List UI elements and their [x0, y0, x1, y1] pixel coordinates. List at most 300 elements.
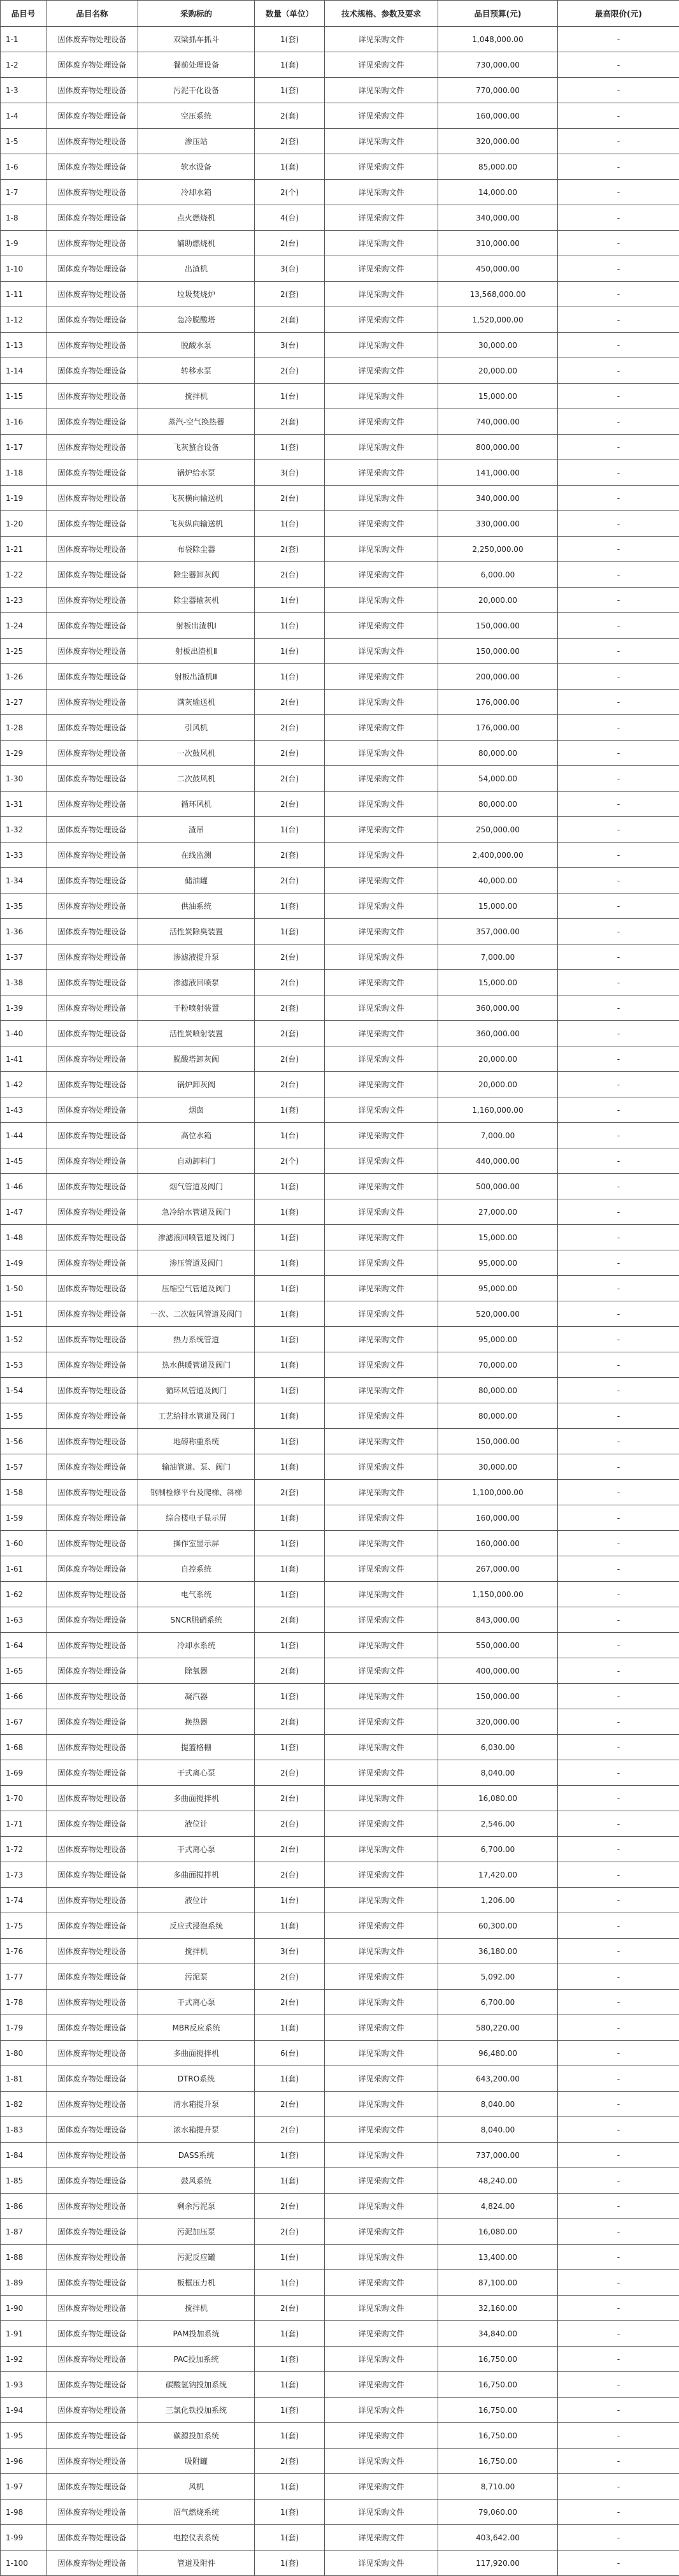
cell-item-no: 1-96: [1, 2449, 46, 2474]
cell-quantity: 1(套): [255, 2474, 325, 2500]
cell-item-no: 1-47: [1, 1199, 46, 1225]
cell-quantity: 1(套): [255, 2551, 325, 2576]
cell-item-no: 1-43: [1, 1097, 46, 1123]
cell-spec: 详见采购文件: [325, 868, 438, 894]
cell-max-price: -: [558, 1888, 679, 1913]
cell-item-name: 固体废弃物处理设备: [46, 1964, 138, 1990]
cell-procurement-target: 活性炭喷射装置: [138, 1021, 255, 1046]
cell-item-name: 固体废弃物处理设备: [46, 1505, 138, 1531]
cell-max-price: -: [558, 2321, 679, 2347]
table-row: [1, 970, 679, 995]
cell-spec: 详见采购文件: [325, 2398, 438, 2423]
table-row: [1, 2500, 679, 2525]
cell-item-no: 1-3: [1, 78, 46, 103]
cell-procurement-target: 渗滤液回喷泵: [138, 970, 255, 995]
cell-budget: 320,000.00: [438, 129, 558, 154]
cell-budget: 160,000.00: [438, 1505, 558, 1531]
cell-max-price: -: [558, 52, 679, 78]
cell-spec: 详见采购文件: [325, 1531, 438, 1556]
cell-procurement-target: 点火燃烧机: [138, 205, 255, 231]
cell-quantity: 2(台): [255, 1862, 325, 1888]
cell-item-no: 1-1: [1, 27, 46, 52]
cell-procurement-target: 冷却水系统: [138, 1633, 255, 1658]
cell-procurement-target: 综合楼电子显示屏: [138, 1505, 255, 1531]
cell-procurement-target: 高位水箱: [138, 1123, 255, 1148]
cell-max-price: -: [558, 919, 679, 944]
cell-budget: 6,700.00: [438, 1990, 558, 2015]
cell-max-price: -: [558, 1021, 679, 1046]
cell-procurement-target: 循环风管道及阀门: [138, 1378, 255, 1403]
cell-spec: 详见采购文件: [325, 409, 438, 435]
cell-procurement-target: 浓水箱提升泵: [138, 2117, 255, 2143]
cell-item-no: 1-67: [1, 1709, 46, 1735]
cell-procurement-target: 射板出渣机Ⅲ: [138, 664, 255, 690]
table-row: [1, 333, 679, 358]
cell-procurement-target: 蒸汽-空气换热器: [138, 409, 255, 435]
table-row: [1, 1403, 679, 1429]
cell-procurement-target: 污泥干化设备: [138, 78, 255, 103]
cell-max-price: -: [558, 1837, 679, 1862]
cell-item-name: 固体废弃物处理设备: [46, 1021, 138, 1046]
cell-budget: 843,000.00: [438, 1607, 558, 1633]
cell-item-name: 固体废弃物处理设备: [46, 2219, 138, 2245]
cell-max-price: -: [558, 1276, 679, 1301]
cell-spec: 详见采购文件: [325, 1582, 438, 1607]
table-row: [1, 1837, 679, 1862]
cell-item-name: 固体废弃物处理设备: [46, 2296, 138, 2321]
table-row: [1, 1276, 679, 1301]
cell-procurement-target: 搅拌机: [138, 1939, 255, 1964]
cell-quantity: 1(套): [255, 2525, 325, 2551]
cell-max-price: -: [558, 1735, 679, 1760]
cell-item-no: 1-28: [1, 715, 46, 741]
cell-item-no: 1-93: [1, 2372, 46, 2398]
cell-procurement-target: 换热器: [138, 1709, 255, 1735]
cell-item-no: 1-71: [1, 1811, 46, 1837]
cell-item-name: 固体废弃物处理设备: [46, 792, 138, 817]
cell-procurement-target: 锅炉给水泵: [138, 460, 255, 486]
cell-quantity: 2(台): [255, 1046, 325, 1072]
table-row: [1, 715, 679, 741]
cell-item-name: 固体废弃物处理设备: [46, 2143, 138, 2168]
cell-max-price: -: [558, 78, 679, 103]
cell-item-name: 固体废弃物处理设备: [46, 511, 138, 537]
cell-spec: 详见采购文件: [325, 1990, 438, 2015]
table-row: [1, 2245, 679, 2270]
cell-spec: 详见采购文件: [325, 2168, 438, 2194]
cell-item-no: 1-85: [1, 2168, 46, 2194]
cell-max-price: -: [558, 1454, 679, 1480]
cell-max-price: -: [558, 2219, 679, 2245]
cell-quantity: 1(套): [255, 1735, 325, 1760]
cell-quantity: 1(套): [255, 27, 325, 52]
cell-spec: 详见采购文件: [325, 1021, 438, 1046]
cell-item-name: 固体废弃物处理设备: [46, 2245, 138, 2270]
table-row: [1, 1607, 679, 1633]
cell-item-name: 固体废弃物处理设备: [46, 1072, 138, 1097]
cell-item-no: 1-95: [1, 2423, 46, 2449]
table-row: [1, 843, 679, 868]
cell-max-price: -: [558, 1633, 679, 1658]
cell-budget: 16,750.00: [438, 2449, 558, 2474]
cell-spec: 详见采购文件: [325, 1378, 438, 1403]
cell-procurement-target: 飞灰横向输送机: [138, 486, 255, 511]
cell-item-name: 固体废弃物处理设备: [46, 741, 138, 766]
table-row: [1, 664, 679, 690]
cell-spec: 详见采购文件: [325, 511, 438, 537]
cell-quantity: 1(套): [255, 1429, 325, 1454]
cell-max-price: -: [558, 2143, 679, 2168]
cell-item-name: 固体废弃物处理设备: [46, 154, 138, 180]
cell-procurement-target: 飞灰纵向输送机: [138, 511, 255, 537]
table-row: [1, 1199, 679, 1225]
cell-item-name: 固体废弃物处理设备: [46, 1454, 138, 1480]
cell-budget: 150,000.00: [438, 613, 558, 639]
cell-quantity: 1(套): [255, 1352, 325, 1378]
cell-quantity: 2(套): [255, 2449, 325, 2474]
cell-quantity: 2(台): [255, 766, 325, 792]
cell-item-no: 1-79: [1, 2015, 46, 2041]
cell-spec: 详见采购文件: [325, 944, 438, 970]
cell-item-name: 固体废弃物处理设备: [46, 562, 138, 588]
cell-item-no: 1-32: [1, 817, 46, 843]
cell-spec: 详见采购文件: [325, 2449, 438, 2474]
cell-item-no: 1-12: [1, 307, 46, 333]
cell-spec: 详见采购文件: [325, 333, 438, 358]
cell-budget: 250,000.00: [438, 817, 558, 843]
cell-spec: 详见采购文件: [325, 2143, 438, 2168]
cell-item-no: 1-22: [1, 562, 46, 588]
table-row: [1, 1250, 679, 1276]
cell-budget: 95,000.00: [438, 1276, 558, 1301]
cell-procurement-target: 烟囱: [138, 1097, 255, 1123]
cell-procurement-target: 清水箱提升泵: [138, 2092, 255, 2117]
cell-quantity: 1(套): [255, 1174, 325, 1199]
cell-spec: 详见采购文件: [325, 103, 438, 129]
table-row: [1, 307, 679, 333]
cell-spec: 详见采购文件: [325, 1480, 438, 1505]
table-row: [1, 2194, 679, 2219]
cell-procurement-target: 风机: [138, 2474, 255, 2500]
table-row: [1, 2270, 679, 2296]
table-row: [1, 2398, 679, 2423]
cell-procurement-target: 鼓风系统: [138, 2168, 255, 2194]
cell-item-name: 固体废弃物处理设备: [46, 1046, 138, 1072]
cell-max-price: -: [558, 1531, 679, 1556]
cell-max-price: -: [558, 2194, 679, 2219]
cell-procurement-target: 管道及附件: [138, 2551, 255, 2576]
header-row: [1, 1, 679, 27]
table-row: [1, 2321, 679, 2347]
cell-procurement-target: 供油系统: [138, 894, 255, 919]
cell-quantity: 2(台): [255, 715, 325, 741]
cell-spec: 详见采购文件: [325, 843, 438, 868]
cell-spec: 详见采购文件: [325, 486, 438, 511]
cell-item-name: 固体废弃物处理设备: [46, 1888, 138, 1913]
cell-item-name: 固体废弃物处理设备: [46, 1174, 138, 1199]
cell-item-name: 固体废弃物处理设备: [46, 2270, 138, 2296]
cell-spec: 详见采购文件: [325, 154, 438, 180]
cell-budget: 141,000.00: [438, 460, 558, 486]
cell-budget: 80,000.00: [438, 792, 558, 817]
cell-budget: 117,920.00: [438, 2551, 558, 2576]
cell-procurement-target: 吸附罐: [138, 2449, 255, 2474]
cell-budget: 7,000.00: [438, 944, 558, 970]
cell-item-name: 固体废弃物处理设备: [46, 868, 138, 894]
cell-spec: 详见采购文件: [325, 1760, 438, 1786]
cell-quantity: 4(台): [255, 205, 325, 231]
cell-procurement-target: 餐前处理设备: [138, 52, 255, 78]
cell-spec: 详见采购文件: [325, 537, 438, 562]
cell-procurement-target: 干式离心泵: [138, 1760, 255, 1786]
cell-quantity: 1(套): [255, 2500, 325, 2525]
table-row: [1, 1021, 679, 1046]
cell-budget: 360,000.00: [438, 1021, 558, 1046]
cell-budget: 740,000.00: [438, 409, 558, 435]
cell-max-price: -: [558, 103, 679, 129]
cell-item-no: 1-36: [1, 919, 46, 944]
cell-item-name: 固体废弃物处理设备: [46, 919, 138, 944]
cell-quantity: 2(台): [255, 358, 325, 384]
cell-item-no: 1-34: [1, 868, 46, 894]
cell-spec: 详见采购文件: [325, 27, 438, 52]
table-row: [1, 282, 679, 307]
cell-max-price: -: [558, 27, 679, 52]
cell-item-name: 固体废弃物处理设备: [46, 970, 138, 995]
cell-item-name: 固体废弃物处理设备: [46, 2092, 138, 2117]
cell-quantity: 1(台): [255, 639, 325, 664]
cell-quantity: 1(套): [255, 1276, 325, 1301]
cell-item-name: 固体废弃物处理设备: [46, 1607, 138, 1633]
cell-item-no: 1-8: [1, 205, 46, 231]
table-row: [1, 1454, 679, 1480]
cell-spec: 详见采购文件: [325, 129, 438, 154]
cell-max-price: -: [558, 2245, 679, 2270]
cell-budget: 80,000.00: [438, 1403, 558, 1429]
cell-item-no: 1-74: [1, 1888, 46, 1913]
cell-spec: 详见采购文件: [325, 180, 438, 205]
cell-spec: 详见采购文件: [325, 715, 438, 741]
cell-item-no: 1-98: [1, 2500, 46, 2525]
header-item-name: 品目名称: [46, 1, 138, 27]
cell-item-no: 1-68: [1, 1735, 46, 1760]
cell-item-name: 固体废弃物处理设备: [46, 1760, 138, 1786]
cell-quantity: 1(套): [255, 1097, 325, 1123]
cell-procurement-target: 多曲面搅拌机: [138, 1862, 255, 1888]
cell-item-no: 1-15: [1, 384, 46, 409]
table-row: [1, 2015, 679, 2041]
table-row: [1, 2066, 679, 2092]
cell-spec: 详见采购文件: [325, 384, 438, 409]
cell-procurement-target: 地磅称重系统: [138, 1429, 255, 1454]
cell-quantity: 1(台): [255, 613, 325, 639]
cell-max-price: -: [558, 154, 679, 180]
cell-spec: 详见采购文件: [325, 1964, 438, 1990]
cell-max-price: -: [558, 1862, 679, 1888]
cell-budget: 8,040.00: [438, 2117, 558, 2143]
cell-spec: 详见采购文件: [325, 1148, 438, 1174]
cell-budget: 70,000.00: [438, 1352, 558, 1378]
cell-procurement-target: 渗压站: [138, 129, 255, 154]
cell-item-no: 1-75: [1, 1913, 46, 1939]
cell-max-price: -: [558, 1505, 679, 1531]
cell-budget: 150,000.00: [438, 1684, 558, 1709]
table-row: [1, 1888, 679, 1913]
cell-procurement-target: 出渣机: [138, 256, 255, 282]
cell-procurement-target: 锅炉卸灰阀: [138, 1072, 255, 1097]
cell-budget: 16,750.00: [438, 2372, 558, 2398]
cell-procurement-target: 干式离心泵: [138, 1837, 255, 1862]
cell-quantity: 2(套): [255, 129, 325, 154]
cell-spec: 详见采购文件: [325, 613, 438, 639]
cell-quantity: 2(台): [255, 2296, 325, 2321]
cell-quantity: 1(台): [255, 1888, 325, 1913]
cell-max-price: -: [558, 1352, 679, 1378]
cell-quantity: 3(台): [255, 1939, 325, 1964]
cell-budget: 16,750.00: [438, 2347, 558, 2372]
cell-spec: 详见采购文件: [325, 1505, 438, 1531]
cell-max-price: -: [558, 511, 679, 537]
table-row: [1, 205, 679, 231]
table-header: [1, 1, 679, 27]
cell-item-no: 1-60: [1, 1531, 46, 1556]
cell-spec: 详见采购文件: [325, 2041, 438, 2066]
cell-procurement-target: 钢制检修平台及爬梯、斜梯: [138, 1480, 255, 1505]
cell-spec: 详见采购文件: [325, 1174, 438, 1199]
cell-procurement-target: 除尘器输灰机: [138, 588, 255, 613]
cell-spec: 详见采购文件: [325, 2474, 438, 2500]
cell-quantity: 1(套): [255, 435, 325, 460]
cell-item-name: 固体废弃物处理设备: [46, 1123, 138, 1148]
cell-item-name: 固体废弃物处理设备: [46, 307, 138, 333]
cell-quantity: 2(套): [255, 1607, 325, 1633]
table-row: [1, 588, 679, 613]
table-row: [1, 868, 679, 894]
cell-procurement-target: 储油罐: [138, 868, 255, 894]
cell-budget: 13,568,000.00: [438, 282, 558, 307]
cell-item-name: 固体废弃物处理设备: [46, 1301, 138, 1327]
cell-item-name: 固体废弃物处理设备: [46, 995, 138, 1021]
cell-spec: 详见采购文件: [325, 1403, 438, 1429]
cell-item-name: 固体废弃物处理设备: [46, 1148, 138, 1174]
cell-budget: 267,000.00: [438, 1556, 558, 1582]
cell-budget: 643,200.00: [438, 2066, 558, 2092]
table-row: [1, 1505, 679, 1531]
cell-quantity: 1(套): [255, 1684, 325, 1709]
cell-item-no: 1-19: [1, 486, 46, 511]
cell-max-price: -: [558, 1913, 679, 1939]
cell-budget: 30,000.00: [438, 1454, 558, 1480]
cell-item-name: 固体废弃物处理设备: [46, 1684, 138, 1709]
cell-budget: 400,000.00: [438, 1658, 558, 1684]
cell-quantity: 2(台): [255, 2194, 325, 2219]
cell-item-no: 1-57: [1, 1454, 46, 1480]
cell-budget: 16,080.00: [438, 1786, 558, 1811]
cell-item-name: 固体废弃物处理设备: [46, 1837, 138, 1862]
cell-budget: 1,048,000.00: [438, 27, 558, 52]
cell-quantity: 1(套): [255, 1378, 325, 1403]
cell-budget: 96,480.00: [438, 2041, 558, 2066]
table-row: [1, 944, 679, 970]
cell-budget: 2,250,000.00: [438, 537, 558, 562]
cell-item-no: 1-89: [1, 2270, 46, 2296]
cell-spec: 详见采购文件: [325, 562, 438, 588]
cell-spec: 详见采购文件: [325, 2551, 438, 2576]
cell-spec: 详见采购文件: [325, 460, 438, 486]
cell-procurement-target: 自控系统: [138, 1556, 255, 1582]
cell-spec: 详见采购文件: [325, 1250, 438, 1276]
cell-spec: 详见采购文件: [325, 741, 438, 766]
cell-procurement-target: 除尘器卸灰阀: [138, 562, 255, 588]
cell-budget: 1,520,000.00: [438, 307, 558, 333]
cell-procurement-target: 渣吊: [138, 817, 255, 843]
cell-budget: 6,000.00: [438, 562, 558, 588]
cell-item-name: 固体废弃物处理设备: [46, 1378, 138, 1403]
table-row: [1, 2168, 679, 2194]
cell-budget: 8,040.00: [438, 1760, 558, 1786]
cell-spec: 详见采购文件: [325, 792, 438, 817]
table-row: [1, 1760, 679, 1786]
cell-max-price: -: [558, 486, 679, 511]
cell-quantity: 2(台): [255, 690, 325, 715]
cell-max-price: -: [558, 1480, 679, 1505]
cell-max-price: -: [558, 613, 679, 639]
cell-quantity: 3(台): [255, 460, 325, 486]
cell-spec: 详见采购文件: [325, 2245, 438, 2270]
table-row: [1, 919, 679, 944]
cell-spec: 详见采购文件: [325, 2372, 438, 2398]
cell-procurement-target: 射板出渣机Ⅰ: [138, 613, 255, 639]
cell-item-no: 1-31: [1, 792, 46, 817]
cell-item-name: 固体废弃物处理设备: [46, 1250, 138, 1276]
cell-item-name: 固体废弃物处理设备: [46, 180, 138, 205]
cell-procurement-target: 除氧器: [138, 1658, 255, 1684]
cell-quantity: 1(套): [255, 78, 325, 103]
table-row: [1, 1633, 679, 1658]
cell-item-name: 固体废弃物处理设备: [46, 2551, 138, 2576]
cell-item-no: 1-55: [1, 1403, 46, 1429]
cell-budget: 95,000.00: [438, 1250, 558, 1276]
cell-item-no: 1-48: [1, 1225, 46, 1250]
cell-procurement-target: 提篮格栅: [138, 1735, 255, 1760]
cell-spec: 详见采购文件: [325, 1888, 438, 1913]
cell-item-no: 1-64: [1, 1633, 46, 1658]
cell-procurement-target: 满灰输送机: [138, 690, 255, 715]
cell-item-no: 1-54: [1, 1378, 46, 1403]
table-row: [1, 2041, 679, 2066]
table-row: [1, 894, 679, 919]
table-row: [1, 1964, 679, 1990]
cell-item-name: 固体废弃物处理设备: [46, 1352, 138, 1378]
cell-budget: 4,824.00: [438, 2194, 558, 2219]
cell-spec: 详见采购文件: [325, 1123, 438, 1148]
cell-quantity: 2(台): [255, 1072, 325, 1097]
table-row: [1, 231, 679, 256]
cell-procurement-target: 沼气燃烧系统: [138, 2500, 255, 2525]
cell-item-no: 1-78: [1, 1990, 46, 2015]
cell-procurement-target: 压缩空气管道及阀门: [138, 1276, 255, 1301]
cell-item-name: 固体废弃物处理设备: [46, 486, 138, 511]
cell-quantity: 1(套): [255, 1582, 325, 1607]
cell-procurement-target: 循环风机: [138, 792, 255, 817]
cell-item-no: 1-99: [1, 2525, 46, 2551]
cell-item-name: 固体废弃物处理设备: [46, 2117, 138, 2143]
cell-item-no: 1-16: [1, 409, 46, 435]
cell-max-price: -: [558, 2551, 679, 2576]
cell-max-price: -: [558, 205, 679, 231]
cell-spec: 详见采购文件: [325, 52, 438, 78]
table-row: [1, 1301, 679, 1327]
